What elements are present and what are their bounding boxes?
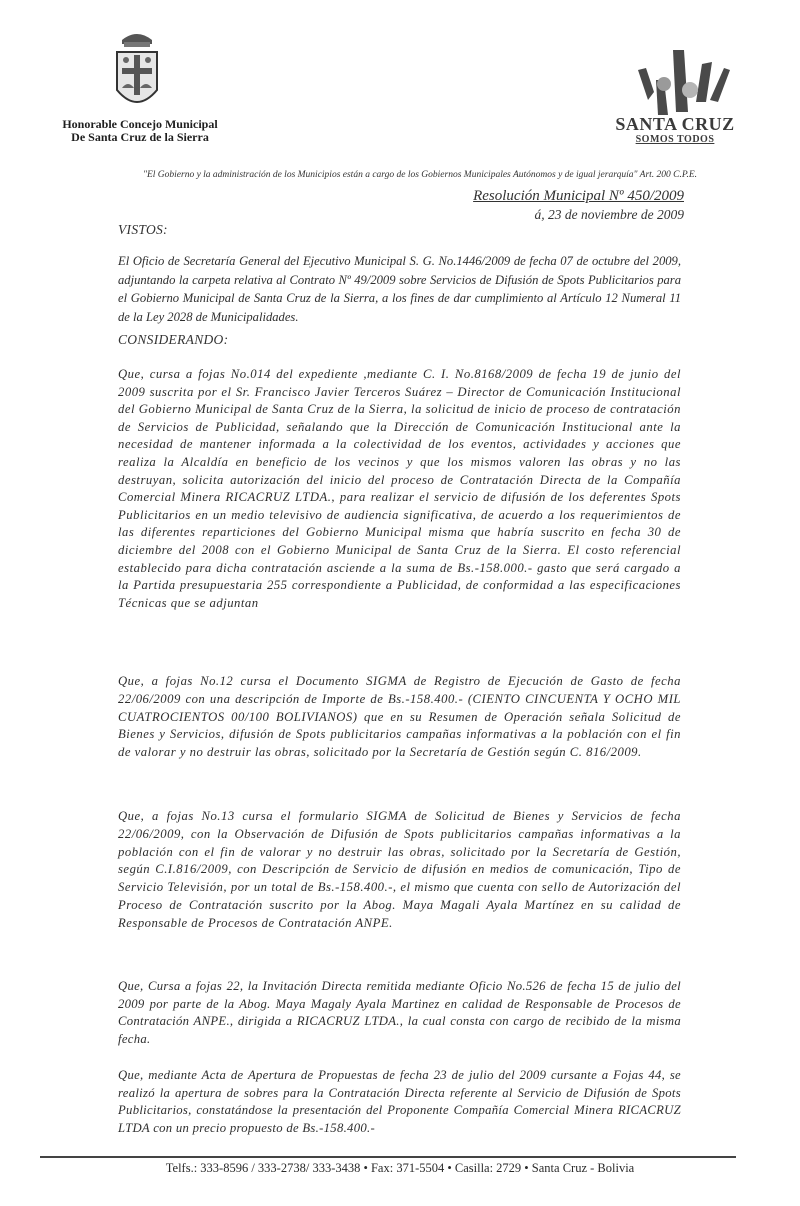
footer-divider	[40, 1156, 736, 1158]
constitution-quote: "El Gobierno y la administración de los Municipios están a cargo de los Gobiernos Municipales Autónomos y de igual jerarquía" Art. 200 C.P.E.	[142, 170, 698, 180]
vistos-paragraph: El Oficio de Secretaría General del Ejecutivo Municipal S. G. No.1446/2009 de fecha 07 de octubre del 2009, adjuntando la carpeta relativa al Contrato Nº 49/2009 sobre Servicios de Difusión de Spots Publicitarios para el Gobierno Municipal de Santa Cruz de la Sierra, a los fines de dar cumplimiento al Artículo 12 Numeral 11 de la Ley 2028 de Municipalidades.	[118, 254, 681, 324]
resolution-title: Resolución Municipal Nº 450/2009	[473, 188, 684, 204]
council-line-2: De Santa Cruz de la Sierra	[71, 130, 209, 144]
council-name	[40, 118, 240, 144]
logo-subtitle: SOMOS TODOS	[635, 134, 715, 145]
considerando-paragraph-5: Que, mediante Acta de Apertura de Propuestas de fecha 23 de julio del 2009 cursante a Fojas 44, se realizó la apertura de sobres para la Contratación Directa referente al Servicio de Difusión de Spots Publicitarios, constatándose la presentación del Proponente Compañía Comercial Minera RICACRUZ LTDA con un precio propuesto de Bs.-158.400.-	[118, 1068, 681, 1135]
considerando-paragraph-3: Que, a fojas No.13 cursa el formulario SIGMA de Solicitud de Bienes y Servicios de fecha 22/06/2009, con la Observación de Difusión de Spots publicitarios campañas informativas a la población con el fin de valorar y no destruir las obras, solicitado por la Secretaría de Gestión, según C.I.816/2009, con Descripción de Servicio de difusión en medios de comunicación, Tipo de Servicio Televisión, por un total de Bs.-158.400.-, el mismo que cuenta con sello de Autorización del Proceso de Contratación suscrito por la Abog. Maya Magali Ayala Martínez en su calidad de Responsable de Procesos de Contratación ANPE.	[118, 809, 681, 930]
considerando-paragraph-2: Que, a fojas No.12 cursa el Documento SIGMA de Registro de Ejecución de Gasto de fecha 22/06/2009 con una descripción de Importe de Bs.-158.400.- (CIENTO CINCUENTA Y OCHO MIL CUATROCIENTOS 00/100 BOLIVIANOS) que en su Resumen de Operación señala Solicitud de Bienes y Servicios, difusión de Spots publicitarios campañas informativas a la población con el fin de valorar y no destruir las obras, solicitado por la Secretaría de Gestión según C. 816/2009.	[118, 674, 681, 760]
vistos-heading: VISTOS:	[118, 222, 168, 237]
considerando-paragraph-1: Que, cursa a fojas No.014 del expediente ,mediante C. I. No.8168/2009 de fecha 19 de junio del 2009 suscrita por el Sr. Francisco Javier Terceros Suárez – Director de Comunicación Institucional del Gobierno Municipal de Santa Cruz de la Sierra, la solicitud de inicio de proceso de contratación de Servicios de Publicidad, señalando que la Dirección de Comunicación Institucional ante la necesidad de mantener informada a la colectividad de los eventos, actividades y acciones que realiza la Alcaldía en beneficio de los vecinos y que los mismos valoren las obras y no las destruyan, solicita autorización del inicio del proceso de Contratación Directa de la Compañía Comercial Minera RICACRUZ LTDA., para realizar el servicio de difusión de los deferentes Spots Publicitarios en un medio televisivo de audiencia significativa, de acuerdo a los requerimientos de las diferentes reparticiones del Gobierno Municipal misma que habría suscrito en fecha 30 de diciembre del 2008 con el Gobierno Municipal de Santa Cruz de la Sierra. El costo referencial establecido para dicha contratación asciende a la suma de Bs.-158.000.- gasto que será cargado a la Partida presupuestaria 255 correspondiente a Publicidad, de conformidad a las especificaciones Técnicas que se adjuntan	[118, 367, 681, 610]
footer-contact: Telfs.: 333-8596 / 333-2738/ 333-3438 • Fax: 371-5504 • Casilla: 2729 • Santa Cruz - Bolivia	[165, 1161, 635, 1175]
considerando-paragraph-4: Que, Cursa a fojas 22, la Invitación Directa remitida mediante Oficio No.526 de fecha 15 de julio del 2009 por parte de la Abog. Maya Magaly Ayala Martinez en calidad de Responsable de Procesos de Contratación ANPE., dirigida a RICACRUZ LTDA., la cual consta con cargo de recibido de la misma fecha.	[118, 979, 681, 1046]
considerando-heading: CONSIDERANDO:	[118, 332, 229, 347]
council-line-1: Honorable Concejo Municipal	[62, 117, 218, 131]
coat-of-arms-icon	[112, 30, 162, 116]
logo-title: SANTA CRUZ	[615, 114, 735, 134]
resolution-date: á, 23 de noviembre de 2009	[534, 207, 684, 222]
